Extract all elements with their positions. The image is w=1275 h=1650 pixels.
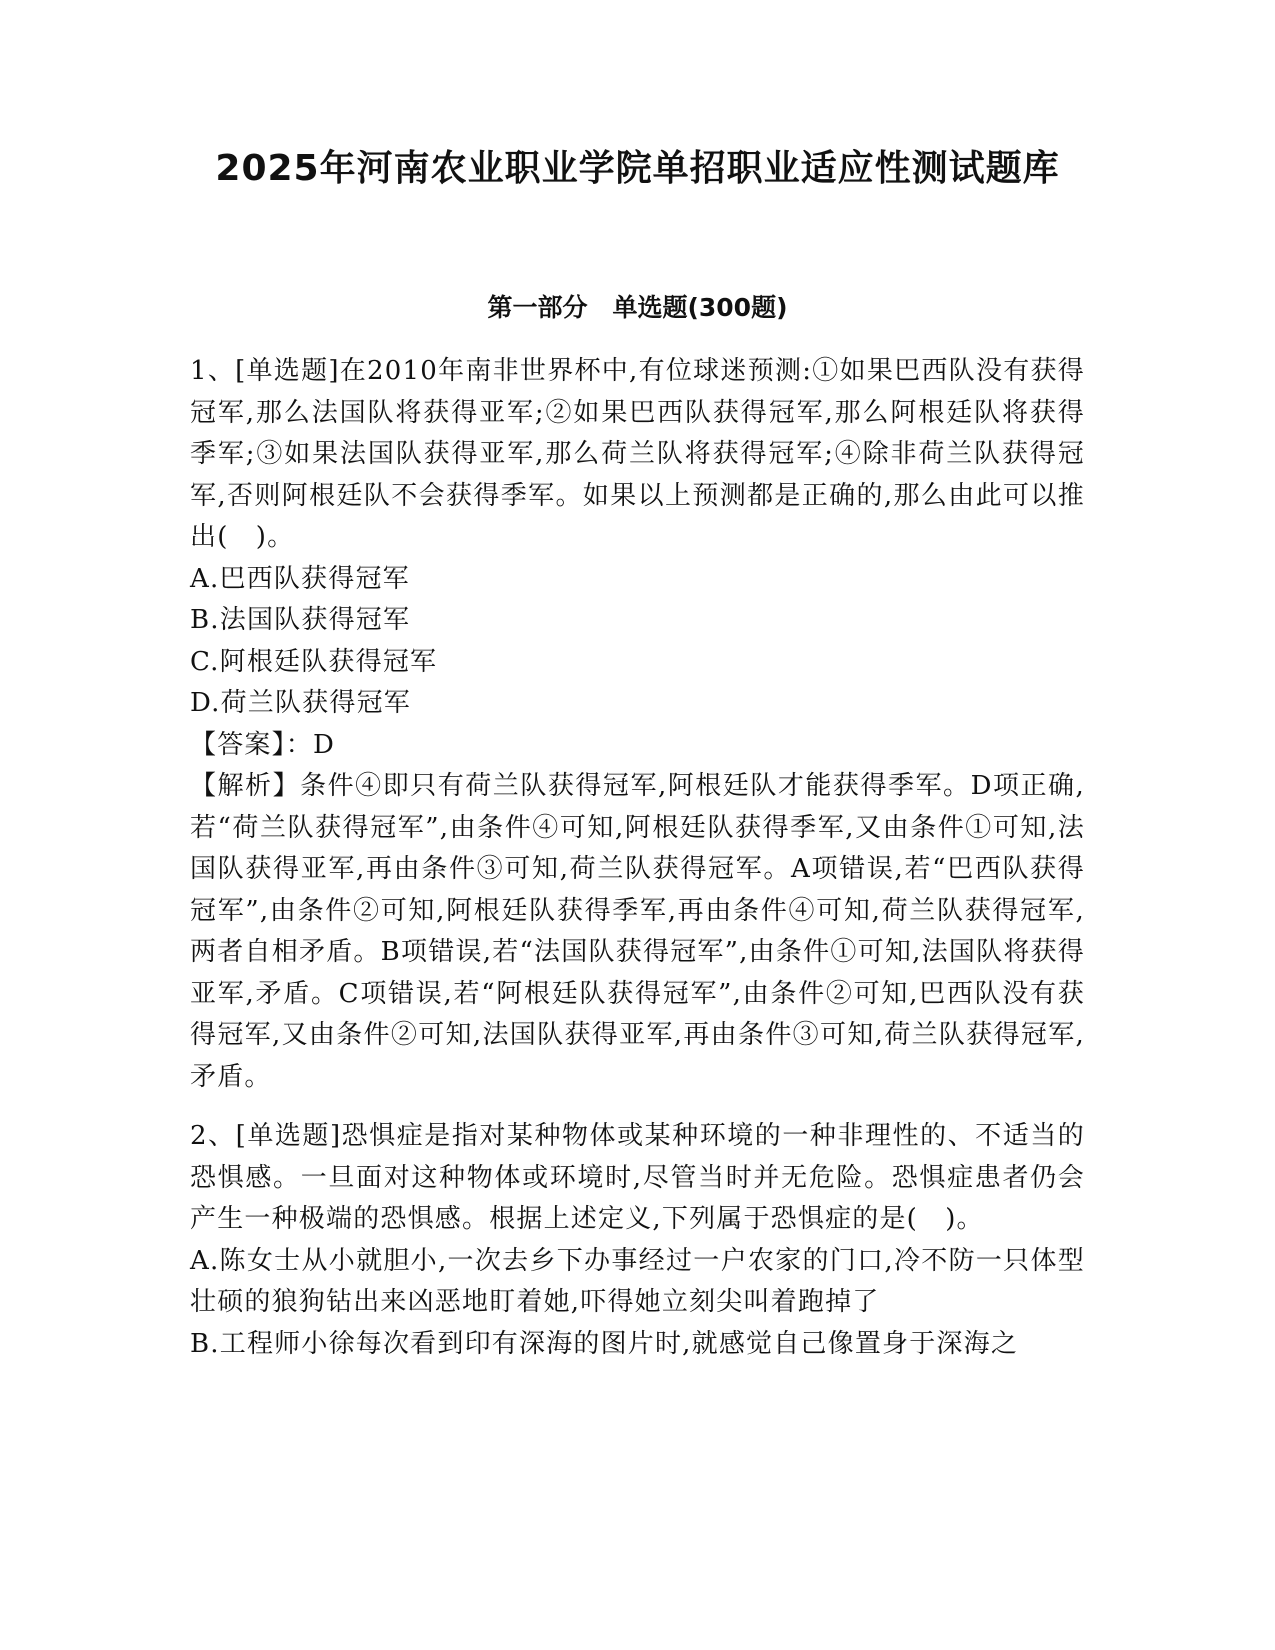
analysis: 【解析】条件④即只有荷兰队获得冠军,阿根廷队才能获得季军。D项正确,若“荷兰队获得冠军”,由条件④可知,阿根廷队获得季军,又由条件①可知,法国队获得亚军,再由条件③可知,荷兰队获得冠军。A项错误,若“巴西队获得冠军”,由条件②可知,阿根廷队获得季军,再由条件④可知,荷兰队获得冠军,两者自相矛盾。B项错误,若“法国队获得冠军”,由条件①可知,法国队将获得亚军,矛盾。C项错误,若“阿根廷队获得冠军”,由条件②可知,巴西队没有获得冠军,又由条件②可知,法国队获得亚军,再由条件③可知,荷兰队获得冠军,矛盾。 <box>190 771 1085 1092</box>
document-title: 2025年河南农业职业学院单招职业适应性测试题库 <box>215 148 1060 189</box>
answer: 【答案】：D <box>190 729 336 760</box>
section-heading: 第一部分 单选题(300题) <box>487 293 788 322</box>
question-2 <box>190 1116 1085 1365</box>
option-a: A.陈女士从小就胆小,一次去乡下办事经过一户农家的门口,冷不防一只体型壮硕的狼狗钻出来凶恶地盯着她,吓得她立刻尖叫着跑掉了 <box>190 1245 1085 1317</box>
option-a: A.巴西队获得冠军 <box>190 563 410 594</box>
option-d: D.荷兰队获得冠军 <box>190 688 411 718</box>
option-b: B.工程师小徐每次看到印有深海的图片时,就感觉自己像置身于深海之 <box>190 1328 1019 1359</box>
question-stem: 1、[单选题]在2010年南非世界杯中,有位球迷预测:①如果巴西队没有获得冠军,那么法国队将获得亚军;②如果巴西队获得冠军,那么阿根廷队将获得季军;③如果法国队获得亚军,那么荷兰队将获得冠军;④除非荷兰队获得冠军,否则阿根廷队不会获得季军。如果以上预测都是正确的,那么由此可以推出( )。 <box>190 356 1085 552</box>
question-stem: 2、[单选题]恐惧症是指对某种物体或某种环境的一种非理性的、不适当的恐惧感。一旦面对这种物体或环境时,尽管当时并无危险。恐惧症患者仍会产生一种极端的恐惧感。根据上述定义,下列属于恐惧症的是( )。 <box>190 1121 1085 1234</box>
option-c: C.阿根廷队获得冠军 <box>190 646 438 677</box>
document-body <box>190 351 1085 1365</box>
option-b: B.法国队获得冠军 <box>190 605 411 635</box>
question-1 <box>190 351 1085 1098</box>
